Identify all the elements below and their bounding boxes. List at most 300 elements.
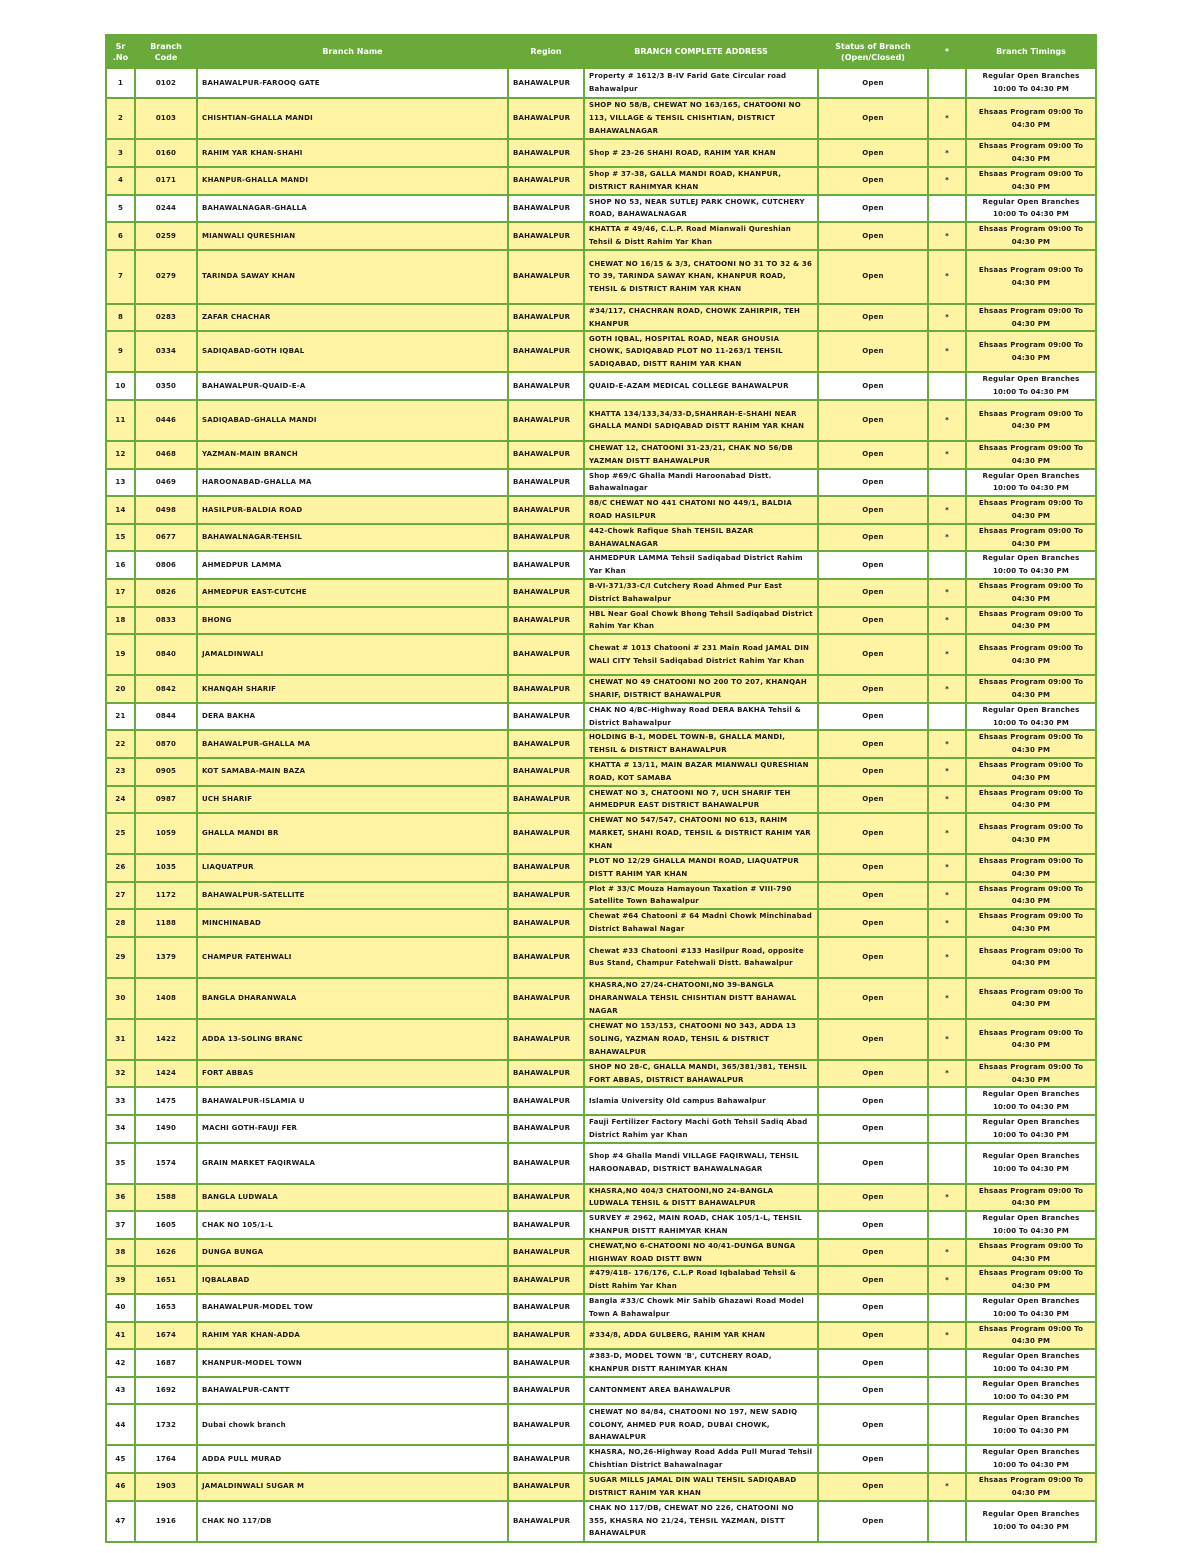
cell-branch-name: BAHAWALNAGAR-GHALLA [197, 195, 508, 223]
cell-sr-no: 26 [106, 854, 135, 882]
cell-region: BAHAWALPUR [508, 1239, 584, 1267]
cell-address: KHASRA,NO 404/3 CHATOONI,NO 24-BANGLA LUDWALA TEHSIL & DISTT BAHAWALPUR [584, 1184, 818, 1212]
cell-region: BAHAWALPUR [508, 1322, 584, 1350]
cell-region: BAHAWALPUR [508, 1266, 584, 1294]
cell-sr-no: 22 [106, 730, 135, 758]
cell-timings: Ehsaas Program 09:00 To 04:30 PM [966, 139, 1096, 167]
cell-branch-name: KOT SAMABA-MAIN BAZA [197, 758, 508, 786]
cell-address: KHATTA # 49/46, C.L.P. Road Mianwali Qureshian Tehsil & Distt Rahim Yar Khan [584, 222, 818, 250]
cell-address: 88/C CHEWAT NO 441 CHATONI NO 449/1, BALDIA ROAD HASILPUR [584, 496, 818, 524]
col-header-address: BRANCH COMPLETE ADDRESS [584, 35, 818, 68]
cell-status: Open [818, 98, 928, 139]
cell-marker: * [928, 1322, 966, 1350]
table-row [106, 1115, 1096, 1143]
cell-branch-code: 1674 [135, 1322, 197, 1350]
cell-status: Open [818, 68, 928, 98]
cell-region: BAHAWALPUR [508, 1445, 584, 1473]
table-header-row [106, 35, 1096, 68]
cell-branch-name: GRAIN MARKET FAQIRWALA [197, 1143, 508, 1184]
cell-branch-name: CHISHTIAN-GHALLA MANDI [197, 98, 508, 139]
cell-branch-code: 0870 [135, 730, 197, 758]
cell-timings: Regular Open Branches 10:00 To 04:30 PM [966, 1445, 1096, 1473]
cell-address: SUGAR MILLS JAMAL DIN WALI TEHSIL SADIQABAD DISTRICT RAHIM YAR KHAN [584, 1473, 818, 1501]
cell-timings: Regular Open Branches 10:00 To 04:30 PM [966, 1115, 1096, 1143]
cell-marker [928, 1211, 966, 1239]
cell-address: KHASRA, NO,26-Highway Road Adda Pull Murad Tehsil Chishtian District Bahawalnagar [584, 1445, 818, 1473]
cell-sr-no: 10 [106, 372, 135, 400]
cell-sr-no: 18 [106, 607, 135, 635]
cell-branch-code: 0498 [135, 496, 197, 524]
cell-sr-no: 20 [106, 675, 135, 703]
cell-marker: * [928, 579, 966, 607]
cell-region: BAHAWALPUR [508, 703, 584, 731]
cell-marker: * [928, 909, 966, 937]
cell-marker [928, 68, 966, 98]
cell-marker [928, 1404, 966, 1445]
cell-timings: Regular Open Branches 10:00 To 04:30 PM [966, 551, 1096, 579]
cell-timings: Ehsaas Program 09:00 To 04:30 PM [966, 730, 1096, 758]
table-row [106, 909, 1096, 937]
cell-address: SURVEY # 2962, MAIN ROAD, CHAK 105/1-L, TEHSIL KHANPUR DISTT RAHIMYAR KHAN [584, 1211, 818, 1239]
cell-branch-code: 0334 [135, 331, 197, 372]
cell-status: Open [818, 703, 928, 731]
table-row [106, 524, 1096, 552]
cell-region: BAHAWALPUR [508, 1473, 584, 1501]
col-header-sr-no: Sr .No [106, 35, 135, 68]
cell-branch-name: FORT ABBAS [197, 1060, 508, 1088]
cell-region: BAHAWALPUR [508, 978, 584, 1019]
col-header-timings: Branch Timings [966, 35, 1096, 68]
cell-region: BAHAWALPUR [508, 250, 584, 304]
cell-sr-no: 13 [106, 469, 135, 497]
cell-marker: * [928, 496, 966, 524]
cell-marker: * [928, 1239, 966, 1267]
cell-sr-no: 5 [106, 195, 135, 223]
cell-address: CHEWAT NO 547/547, CHATOONI NO 613, RAHIM MARKET, SHAHI ROAD, TEHSIL & DISTRICT RAHIM YAR KHAN [584, 813, 818, 854]
cell-sr-no: 23 [106, 758, 135, 786]
cell-status: Open [818, 579, 928, 607]
cell-sr-no: 45 [106, 1445, 135, 1473]
cell-status: Open [818, 1239, 928, 1267]
cell-region: BAHAWALPUR [508, 1087, 584, 1115]
cell-branch-name: MIANWALI QURESHIAN [197, 222, 508, 250]
cell-branch-name: CHAK NO 117/DB [197, 1501, 508, 1542]
cell-address: 442-Chowk Rafique Shah TEHSIL BAZAR BAHAWALNAGAR [584, 524, 818, 552]
cell-branch-code: 0806 [135, 551, 197, 579]
cell-region: BAHAWALPUR [508, 786, 584, 814]
cell-address: Shop #4 Ghalla Mandi VILLAGE FAQIRWALI, TEHSIL HAROONABAD, DISTRICT BAHAWALNAGAR [584, 1143, 818, 1184]
cell-timings: Ehsaas Program 09:00 To 04:30 PM [966, 813, 1096, 854]
cell-branch-code: 0844 [135, 703, 197, 731]
cell-sr-no: 12 [106, 441, 135, 469]
cell-sr-no: 32 [106, 1060, 135, 1088]
cell-marker [928, 1115, 966, 1143]
cell-sr-no: 29 [106, 937, 135, 978]
cell-status: Open [818, 607, 928, 635]
cell-sr-no: 19 [106, 634, 135, 675]
cell-sr-no: 25 [106, 813, 135, 854]
cell-address: HBL Near Goal Chowk Bhong Tehsil Sadiqabad District Rahim Yar Khan [584, 607, 818, 635]
cell-branch-name: BAHAWALPUR-CANTT [197, 1377, 508, 1405]
cell-branch-code: 0677 [135, 524, 197, 552]
cell-region: BAHAWALPUR [508, 1377, 584, 1405]
cell-marker: * [928, 675, 966, 703]
cell-timings: Regular Open Branches 10:00 To 04:30 PM [966, 195, 1096, 223]
cell-branch-code: 0283 [135, 304, 197, 332]
cell-sr-no: 35 [106, 1143, 135, 1184]
table-row [106, 68, 1096, 98]
cell-status: Open [818, 634, 928, 675]
table-row [106, 675, 1096, 703]
cell-marker [928, 469, 966, 497]
cell-branch-code: 0826 [135, 579, 197, 607]
table-row [106, 222, 1096, 250]
cell-marker [928, 1501, 966, 1542]
table-row [106, 978, 1096, 1019]
table-row [106, 1349, 1096, 1377]
cell-marker [928, 551, 966, 579]
cell-timings: Ehsaas Program 09:00 To 04:30 PM [966, 579, 1096, 607]
cell-branch-name: KHANPUR-MODEL TOWN [197, 1349, 508, 1377]
cell-timings: Regular Open Branches 10:00 To 04:30 PM [966, 1377, 1096, 1405]
cell-status: Open [818, 469, 928, 497]
table-row [106, 469, 1096, 497]
cell-sr-no: 41 [106, 1322, 135, 1350]
cell-branch-name: JAMALDINWALI [197, 634, 508, 675]
table-row [106, 1143, 1096, 1184]
cell-status: Open [818, 1294, 928, 1322]
cell-timings: Regular Open Branches 10:00 To 04:30 PM [966, 1294, 1096, 1322]
cell-branch-name: SADIQABAD-GOTH IQBAL [197, 331, 508, 372]
cell-timings: Ehsaas Program 09:00 To 04:30 PM [966, 167, 1096, 195]
cell-timings: Regular Open Branches 10:00 To 04:30 PM [966, 1211, 1096, 1239]
table-row [106, 139, 1096, 167]
cell-timings: Ehsaas Program 09:00 To 04:30 PM [966, 304, 1096, 332]
cell-region: BAHAWALPUR [508, 1501, 584, 1542]
cell-region: BAHAWALPUR [508, 730, 584, 758]
table-row [106, 400, 1096, 441]
cell-region: BAHAWALPUR [508, 882, 584, 910]
cell-address: CHEWAT NO 16/15 & 3/3, CHATOONI NO 31 TO 32 & 36 TO 39, TARINDA SAWAY KHAN, KHANPUR ROAD, TEHSIL & DISTRICT RAHIM YAR KHAN [584, 250, 818, 304]
cell-status: Open [818, 1019, 928, 1060]
cell-address: #334/8, ADDA GULBERG, RAHIM YAR KHAN [584, 1322, 818, 1350]
cell-timings: Regular Open Branches 10:00 To 04:30 PM [966, 372, 1096, 400]
cell-region: BAHAWALPUR [508, 1294, 584, 1322]
cell-sr-no: 37 [106, 1211, 135, 1239]
cell-region: BAHAWALPUR [508, 524, 584, 552]
cell-address: CHAK NO 117/DB, CHEWAT NO 226, CHATOONI NO 355, KHASRA NO 21/24, TEHSIL YAZMAN, DISTT BAHAWALPUR [584, 1501, 818, 1542]
cell-sr-no: 27 [106, 882, 135, 910]
cell-region: BAHAWALPUR [508, 579, 584, 607]
cell-branch-code: 0842 [135, 675, 197, 703]
cell-region: BAHAWALPUR [508, 1143, 584, 1184]
cell-marker: * [928, 854, 966, 882]
col-header-branch-name: Branch Name [197, 35, 508, 68]
cell-branch-name: DERA BAKHA [197, 703, 508, 731]
cell-sr-no: 11 [106, 400, 135, 441]
cell-timings: Ehsaas Program 09:00 To 04:30 PM [966, 854, 1096, 882]
cell-marker [928, 1377, 966, 1405]
table-row [106, 1445, 1096, 1473]
cell-branch-code: 1732 [135, 1404, 197, 1445]
cell-address: CHEWAT 12, CHATOONI 31-23/21, CHAK NO 56/DB YAZMAN DISTT BAHAWALPUR [584, 441, 818, 469]
cell-branch-code: 0446 [135, 400, 197, 441]
cell-status: Open [818, 222, 928, 250]
cell-address: SHOP NO 53, NEAR SUTLEJ PARK CHOWK, CUTCHERY ROAD, BAHAWALNAGAR [584, 195, 818, 223]
cell-marker: * [928, 786, 966, 814]
cell-marker [928, 1087, 966, 1115]
cell-region: BAHAWALPUR [508, 1115, 584, 1143]
cell-region: BAHAWALPUR [508, 400, 584, 441]
cell-address: CHEWAT NO 153/153, CHATOONI NO 343, ADDA 13 SOLING, YAZMAN ROAD, TEHSIL & DISTRICT BAHAWALPUR [584, 1019, 818, 1060]
cell-sr-no: 36 [106, 1184, 135, 1212]
cell-timings: Ehsaas Program 09:00 To 04:30 PM [966, 1184, 1096, 1212]
cell-address: CHEWAT NO 84/84, CHATOONI NO 197, NEW SADIQ COLONY, AHMED PUR ROAD, DUBAI CHOWK, BAHAWALPUR [584, 1404, 818, 1445]
table-row [106, 1060, 1096, 1088]
cell-status: Open [818, 1322, 928, 1350]
cell-sr-no: 43 [106, 1377, 135, 1405]
cell-status: Open [818, 400, 928, 441]
cell-branch-name: KHANPUR-GHALLA MANDI [197, 167, 508, 195]
cell-branch-code: 1475 [135, 1087, 197, 1115]
cell-branch-name: RAHIM YAR KHAN-SHAHI [197, 139, 508, 167]
cell-branch-name: BAHAWALPUR-FAROOQ GATE [197, 68, 508, 98]
cell-status: Open [818, 786, 928, 814]
cell-status: Open [818, 139, 928, 167]
cell-region: BAHAWALPUR [508, 813, 584, 854]
cell-status: Open [818, 372, 928, 400]
cell-status: Open [818, 1060, 928, 1088]
cell-branch-code: 1408 [135, 978, 197, 1019]
cell-branch-name: YAZMAN-MAIN BRANCH [197, 441, 508, 469]
cell-region: BAHAWALPUR [508, 937, 584, 978]
cell-address: Shop #69/C Ghalla Mandi Haroonabad Distt. Bahawalnagar [584, 469, 818, 497]
table-row [106, 607, 1096, 635]
cell-status: Open [818, 1211, 928, 1239]
cell-region: BAHAWALPUR [508, 1184, 584, 1212]
cell-branch-name: BAHAWALPUR-MODEL TOW [197, 1294, 508, 1322]
cell-marker: * [928, 758, 966, 786]
cell-branch-code: 1903 [135, 1473, 197, 1501]
cell-address: CANTONMENT AREA BAHAWALPUR [584, 1377, 818, 1405]
cell-branch-name: BHONG [197, 607, 508, 635]
cell-branch-name: MINCHINABAD [197, 909, 508, 937]
table-row [106, 579, 1096, 607]
cell-timings: Regular Open Branches 10:00 To 04:30 PM [966, 1404, 1096, 1445]
table-row [106, 703, 1096, 731]
cell-marker: * [928, 331, 966, 372]
cell-timings: Ehsaas Program 09:00 To 04:30 PM [966, 1322, 1096, 1350]
cell-address: CHAK NO 4/BC-Highway Road DERA BAKHA Tehsil & District Bahawalpur [584, 703, 818, 731]
cell-status: Open [818, 1184, 928, 1212]
cell-address: Property # 1612/3 B-IV Farid Gate Circular road Bahawalpur [584, 68, 818, 98]
cell-timings: Regular Open Branches 10:00 To 04:30 PM [966, 1349, 1096, 1377]
cell-status: Open [818, 1377, 928, 1405]
cell-status: Open [818, 551, 928, 579]
cell-timings: Ehsaas Program 09:00 To 04:30 PM [966, 909, 1096, 937]
cell-sr-no: 16 [106, 551, 135, 579]
cell-timings: Regular Open Branches 10:00 To 04:30 PM [966, 703, 1096, 731]
cell-address: B-VI-371/33-C/I Cutchery Road Ahmed Pur East District Bahawalpur [584, 579, 818, 607]
cell-timings: Ehsaas Program 09:00 To 04:30 PM [966, 675, 1096, 703]
cell-timings: Regular Open Branches 10:00 To 04:30 PM [966, 1143, 1096, 1184]
cell-marker: * [928, 634, 966, 675]
cell-branch-code: 0160 [135, 139, 197, 167]
cell-address: Plot # 33/C Mouza Hamayoun Taxation # VIII-790 Satellite Town Bahawalpur [584, 882, 818, 910]
cell-region: BAHAWALPUR [508, 551, 584, 579]
cell-marker: * [928, 607, 966, 635]
cell-region: BAHAWALPUR [508, 758, 584, 786]
cell-timings: Ehsaas Program 09:00 To 04:30 PM [966, 937, 1096, 978]
table-row [106, 195, 1096, 223]
cell-sr-no: 42 [106, 1349, 135, 1377]
cell-address: PLOT NO 12/29 GHALLA MANDI ROAD, LIAQUATPUR DISTT RAHIM YAR KHAN [584, 854, 818, 882]
cell-address: Chewat #33 Chatooni #133 Hasilpur Road, opposite Bus Stand, Champur Fatehwali Distt. Bahawalpur [584, 937, 818, 978]
table-row [106, 1322, 1096, 1350]
cell-timings: Ehsaas Program 09:00 To 04:30 PM [966, 786, 1096, 814]
table-row [106, 1266, 1096, 1294]
cell-branch-code: 1424 [135, 1060, 197, 1088]
cell-branch-code: 0259 [135, 222, 197, 250]
cell-region: BAHAWALPUR [508, 139, 584, 167]
table-row [106, 1294, 1096, 1322]
cell-branch-name: KHANQAH SHARIF [197, 675, 508, 703]
table-row [106, 1184, 1096, 1212]
cell-sr-no: 3 [106, 139, 135, 167]
cell-marker: * [928, 250, 966, 304]
cell-timings: Ehsaas Program 09:00 To 04:30 PM [966, 978, 1096, 1019]
cell-timings: Ehsaas Program 09:00 To 04:30 PM [966, 1239, 1096, 1267]
cell-sr-no: 21 [106, 703, 135, 731]
cell-timings: Ehsaas Program 09:00 To 04:30 PM [966, 441, 1096, 469]
cell-branch-code: 1626 [135, 1239, 197, 1267]
cell-sr-no: 28 [106, 909, 135, 937]
table-row [106, 1019, 1096, 1060]
cell-branch-name: LIAQUATPUR [197, 854, 508, 882]
cell-marker: * [928, 813, 966, 854]
cell-address: GOTH IQBAL, HOSPITAL ROAD, NEAR GHOUSIA CHOWK, SADIQABAD PLOT NO 11-263/1 TEHSIL SADIQABAD, DISTT RAHIM YAR KHAN [584, 331, 818, 372]
col-header-branch-code: Branch Code [135, 35, 197, 68]
cell-status: Open [818, 978, 928, 1019]
cell-marker: * [928, 167, 966, 195]
cell-status: Open [818, 1087, 928, 1115]
cell-branch-code: 1916 [135, 1501, 197, 1542]
col-header-status: Status of Branch (Open/Closed) [818, 35, 928, 68]
table-row [106, 730, 1096, 758]
cell-branch-code: 0833 [135, 607, 197, 635]
cell-branch-code: 1764 [135, 1445, 197, 1473]
table-row [106, 98, 1096, 139]
cell-status: Open [818, 1404, 928, 1445]
cell-branch-code: 0469 [135, 469, 197, 497]
cell-timings: Ehsaas Program 09:00 To 04:30 PM [966, 1473, 1096, 1501]
cell-marker: * [928, 937, 966, 978]
cell-status: Open [818, 1266, 928, 1294]
cell-branch-code: 1035 [135, 854, 197, 882]
col-header-marker: * [928, 35, 966, 68]
cell-sr-no: 14 [106, 496, 135, 524]
cell-branch-code: 0103 [135, 98, 197, 139]
cell-branch-name: CHAK NO 105/1-L [197, 1211, 508, 1239]
cell-status: Open [818, 730, 928, 758]
cell-branch-name: BAHAWALPUR-SATELLITE [197, 882, 508, 910]
cell-marker: * [928, 304, 966, 332]
cell-timings: Ehsaas Program 09:00 To 04:30 PM [966, 331, 1096, 372]
cell-branch-code: 0102 [135, 68, 197, 98]
cell-branch-code: 0840 [135, 634, 197, 675]
cell-region: BAHAWALPUR [508, 68, 584, 98]
cell-marker: * [928, 1060, 966, 1088]
cell-address: #34/117, CHACHRAN ROAD, CHOWK ZAHIRPIR, TEH KHANPUR [584, 304, 818, 332]
cell-region: BAHAWALPUR [508, 1211, 584, 1239]
cell-marker: * [928, 222, 966, 250]
cell-branch-name: BAHAWALPUR-GHALLA MA [197, 730, 508, 758]
cell-status: Open [818, 250, 928, 304]
cell-status: Open [818, 1115, 928, 1143]
cell-sr-no: 34 [106, 1115, 135, 1143]
table-row [106, 167, 1096, 195]
cell-timings: Regular Open Branches 10:00 To 04:30 PM [966, 469, 1096, 497]
cell-region: BAHAWALPUR [508, 372, 584, 400]
table-row [106, 441, 1096, 469]
cell-branch-name: HAROONABAD-GHALLA MA [197, 469, 508, 497]
cell-marker [928, 1445, 966, 1473]
cell-sr-no: 8 [106, 304, 135, 332]
cell-region: BAHAWALPUR [508, 634, 584, 675]
cell-branch-name: BAHAWALPUR-QUAID-E-A [197, 372, 508, 400]
cell-sr-no: 30 [106, 978, 135, 1019]
cell-branch-name: IQBALABAD [197, 1266, 508, 1294]
cell-timings: Ehsaas Program 09:00 To 04:30 PM [966, 1266, 1096, 1294]
cell-region: BAHAWALPUR [508, 909, 584, 937]
cell-status: Open [818, 1501, 928, 1542]
cell-branch-name: BAHAWALNAGAR-TEHSIL [197, 524, 508, 552]
cell-sr-no: 31 [106, 1019, 135, 1060]
cell-address: KHATTA 134/133,34/33-D,SHAHRAH-E-SHAHI NEAR GHALLA MANDI SADIQABAD DISTT RAHIM YAR KHAN [584, 400, 818, 441]
cell-region: BAHAWALPUR [508, 675, 584, 703]
cell-branch-code: 1687 [135, 1349, 197, 1377]
table-row [106, 304, 1096, 332]
cell-marker [928, 703, 966, 731]
cell-region: BAHAWALPUR [508, 607, 584, 635]
cell-branch-code: 1605 [135, 1211, 197, 1239]
cell-sr-no: 24 [106, 786, 135, 814]
cell-status: Open [818, 937, 928, 978]
cell-branch-code: 1172 [135, 882, 197, 910]
cell-status: Open [818, 882, 928, 910]
cell-sr-no: 39 [106, 1266, 135, 1294]
cell-marker [928, 1143, 966, 1184]
cell-address: Chewat #64 Chatooni # 64 Madni Chowk Minchinabad District Bahawal Nagar [584, 909, 818, 937]
cell-marker [928, 1349, 966, 1377]
cell-branch-name: RAHIM YAR KHAN-ADDA [197, 1322, 508, 1350]
cell-branch-code: 1692 [135, 1377, 197, 1405]
cell-status: Open [818, 167, 928, 195]
cell-timings: Ehsaas Program 09:00 To 04:30 PM [966, 634, 1096, 675]
cell-region: BAHAWALPUR [508, 1349, 584, 1377]
cell-sr-no: 17 [106, 579, 135, 607]
cell-region: BAHAWALPUR [508, 304, 584, 332]
cell-marker: * [928, 882, 966, 910]
table-row [106, 1087, 1096, 1115]
cell-branch-name: CHAMPUR FATEHWALI [197, 937, 508, 978]
cell-timings: Regular Open Branches 10:00 To 04:30 PM [966, 68, 1096, 98]
cell-marker: * [928, 400, 966, 441]
cell-branch-name: ADDA PULL MURAD [197, 1445, 508, 1473]
cell-region: BAHAWALPUR [508, 98, 584, 139]
cell-status: Open [818, 331, 928, 372]
cell-address: Fauji Fertilizer Factory Machi Goth Tehsil Sadiq Abad District Rahim yar Khan [584, 1115, 818, 1143]
